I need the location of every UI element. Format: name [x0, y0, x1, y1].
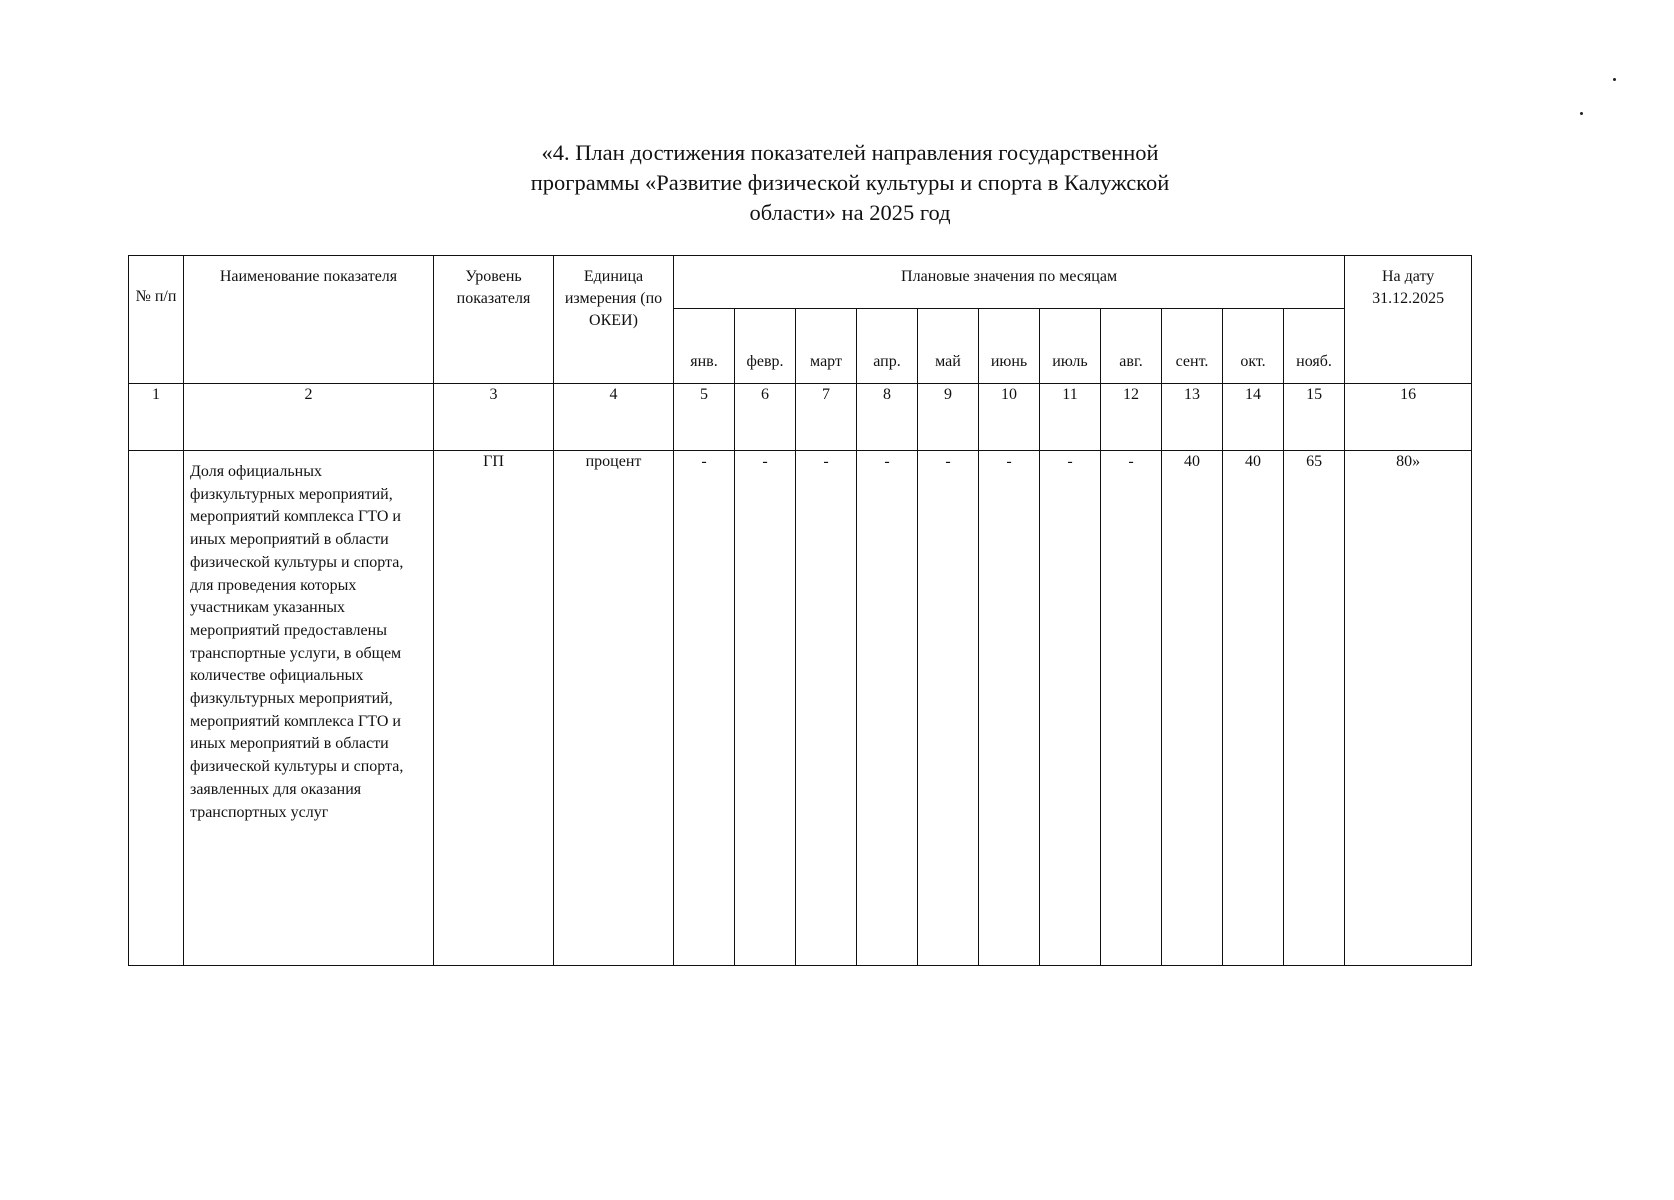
- column-number: 8: [857, 384, 918, 451]
- header-name: Наименование показателя: [184, 256, 434, 384]
- title-line-2: программы «Развитие физической культуры и спорта в Калужской: [530, 170, 1170, 195]
- scan-speck: [1580, 112, 1583, 115]
- month-header: май: [918, 309, 979, 384]
- month-value: -: [796, 451, 857, 966]
- month-value: -: [1101, 451, 1162, 966]
- column-number: 3: [434, 384, 554, 451]
- month-value: 65: [1284, 451, 1345, 966]
- month-header: сент.: [1162, 309, 1223, 384]
- header-unit: Единица измерения (по ОКЕИ): [554, 256, 674, 384]
- column-number: 4: [554, 384, 674, 451]
- month-value: -: [674, 451, 735, 966]
- column-number: 7: [796, 384, 857, 451]
- month-header: февр.: [735, 309, 796, 384]
- column-number: 5: [674, 384, 735, 451]
- column-number: 16: [1345, 384, 1472, 451]
- indicator-unit: процент: [554, 451, 674, 966]
- column-number: 2: [184, 384, 434, 451]
- indicator-name: Доля официальных физкультурных мероприятий, мероприятий комплекса ГТО и иных мероприятий в области физической культуры и спорта, для проведения которых участникам указанных мероприятий предоставлены транспортные услуги, в общем количестве официальных физкультурных мероприятий, мероприятий комплекса ГТО и иных мероприятий в области физической культуры и спорта, заявленных для оказания транспортных услуг: [184, 451, 434, 966]
- header-monthly: Плановые значения по месяцам: [674, 256, 1345, 309]
- column-number: 12: [1101, 384, 1162, 451]
- header-level: Уровень показателя: [434, 256, 554, 384]
- title-line-3: области» на 2025 год: [749, 200, 951, 225]
- indicator-plan-table: [128, 255, 1472, 966]
- column-number: 15: [1284, 384, 1345, 451]
- month-value: -: [979, 451, 1040, 966]
- column-number: 10: [979, 384, 1040, 451]
- column-number: 13: [1162, 384, 1223, 451]
- title-line-1: «4. План достижения показателей направления государственной: [541, 140, 1159, 165]
- month-value: 40: [1162, 451, 1223, 966]
- column-number: 14: [1223, 384, 1284, 451]
- month-header: окт.: [1223, 309, 1284, 384]
- header-row: [129, 256, 1472, 309]
- column-number-row: [129, 384, 1472, 451]
- document-title: [470, 138, 1230, 228]
- column-number: 1: [129, 384, 184, 451]
- header-date: На дату 31.12.2025: [1345, 256, 1472, 384]
- column-number: 9: [918, 384, 979, 451]
- column-number: 11: [1040, 384, 1101, 451]
- month-header: авг.: [1101, 309, 1162, 384]
- date-value: 80»: [1345, 451, 1472, 966]
- header-num: № п/п: [129, 256, 184, 384]
- month-header: март: [796, 309, 857, 384]
- month-header: янв.: [674, 309, 735, 384]
- month-header: июль: [1040, 309, 1101, 384]
- table-row: [129, 451, 1472, 966]
- indicator-level: ГП: [434, 451, 554, 966]
- month-header: апр.: [857, 309, 918, 384]
- month-value: -: [735, 451, 796, 966]
- month-value: -: [857, 451, 918, 966]
- month-value: -: [1040, 451, 1101, 966]
- row-num: [129, 451, 184, 966]
- month-value: 40: [1223, 451, 1284, 966]
- column-number: 6: [735, 384, 796, 451]
- month-header: июнь: [979, 309, 1040, 384]
- month-header: нояб.: [1284, 309, 1345, 384]
- scan-speck: [1613, 78, 1616, 81]
- month-value: -: [918, 451, 979, 966]
